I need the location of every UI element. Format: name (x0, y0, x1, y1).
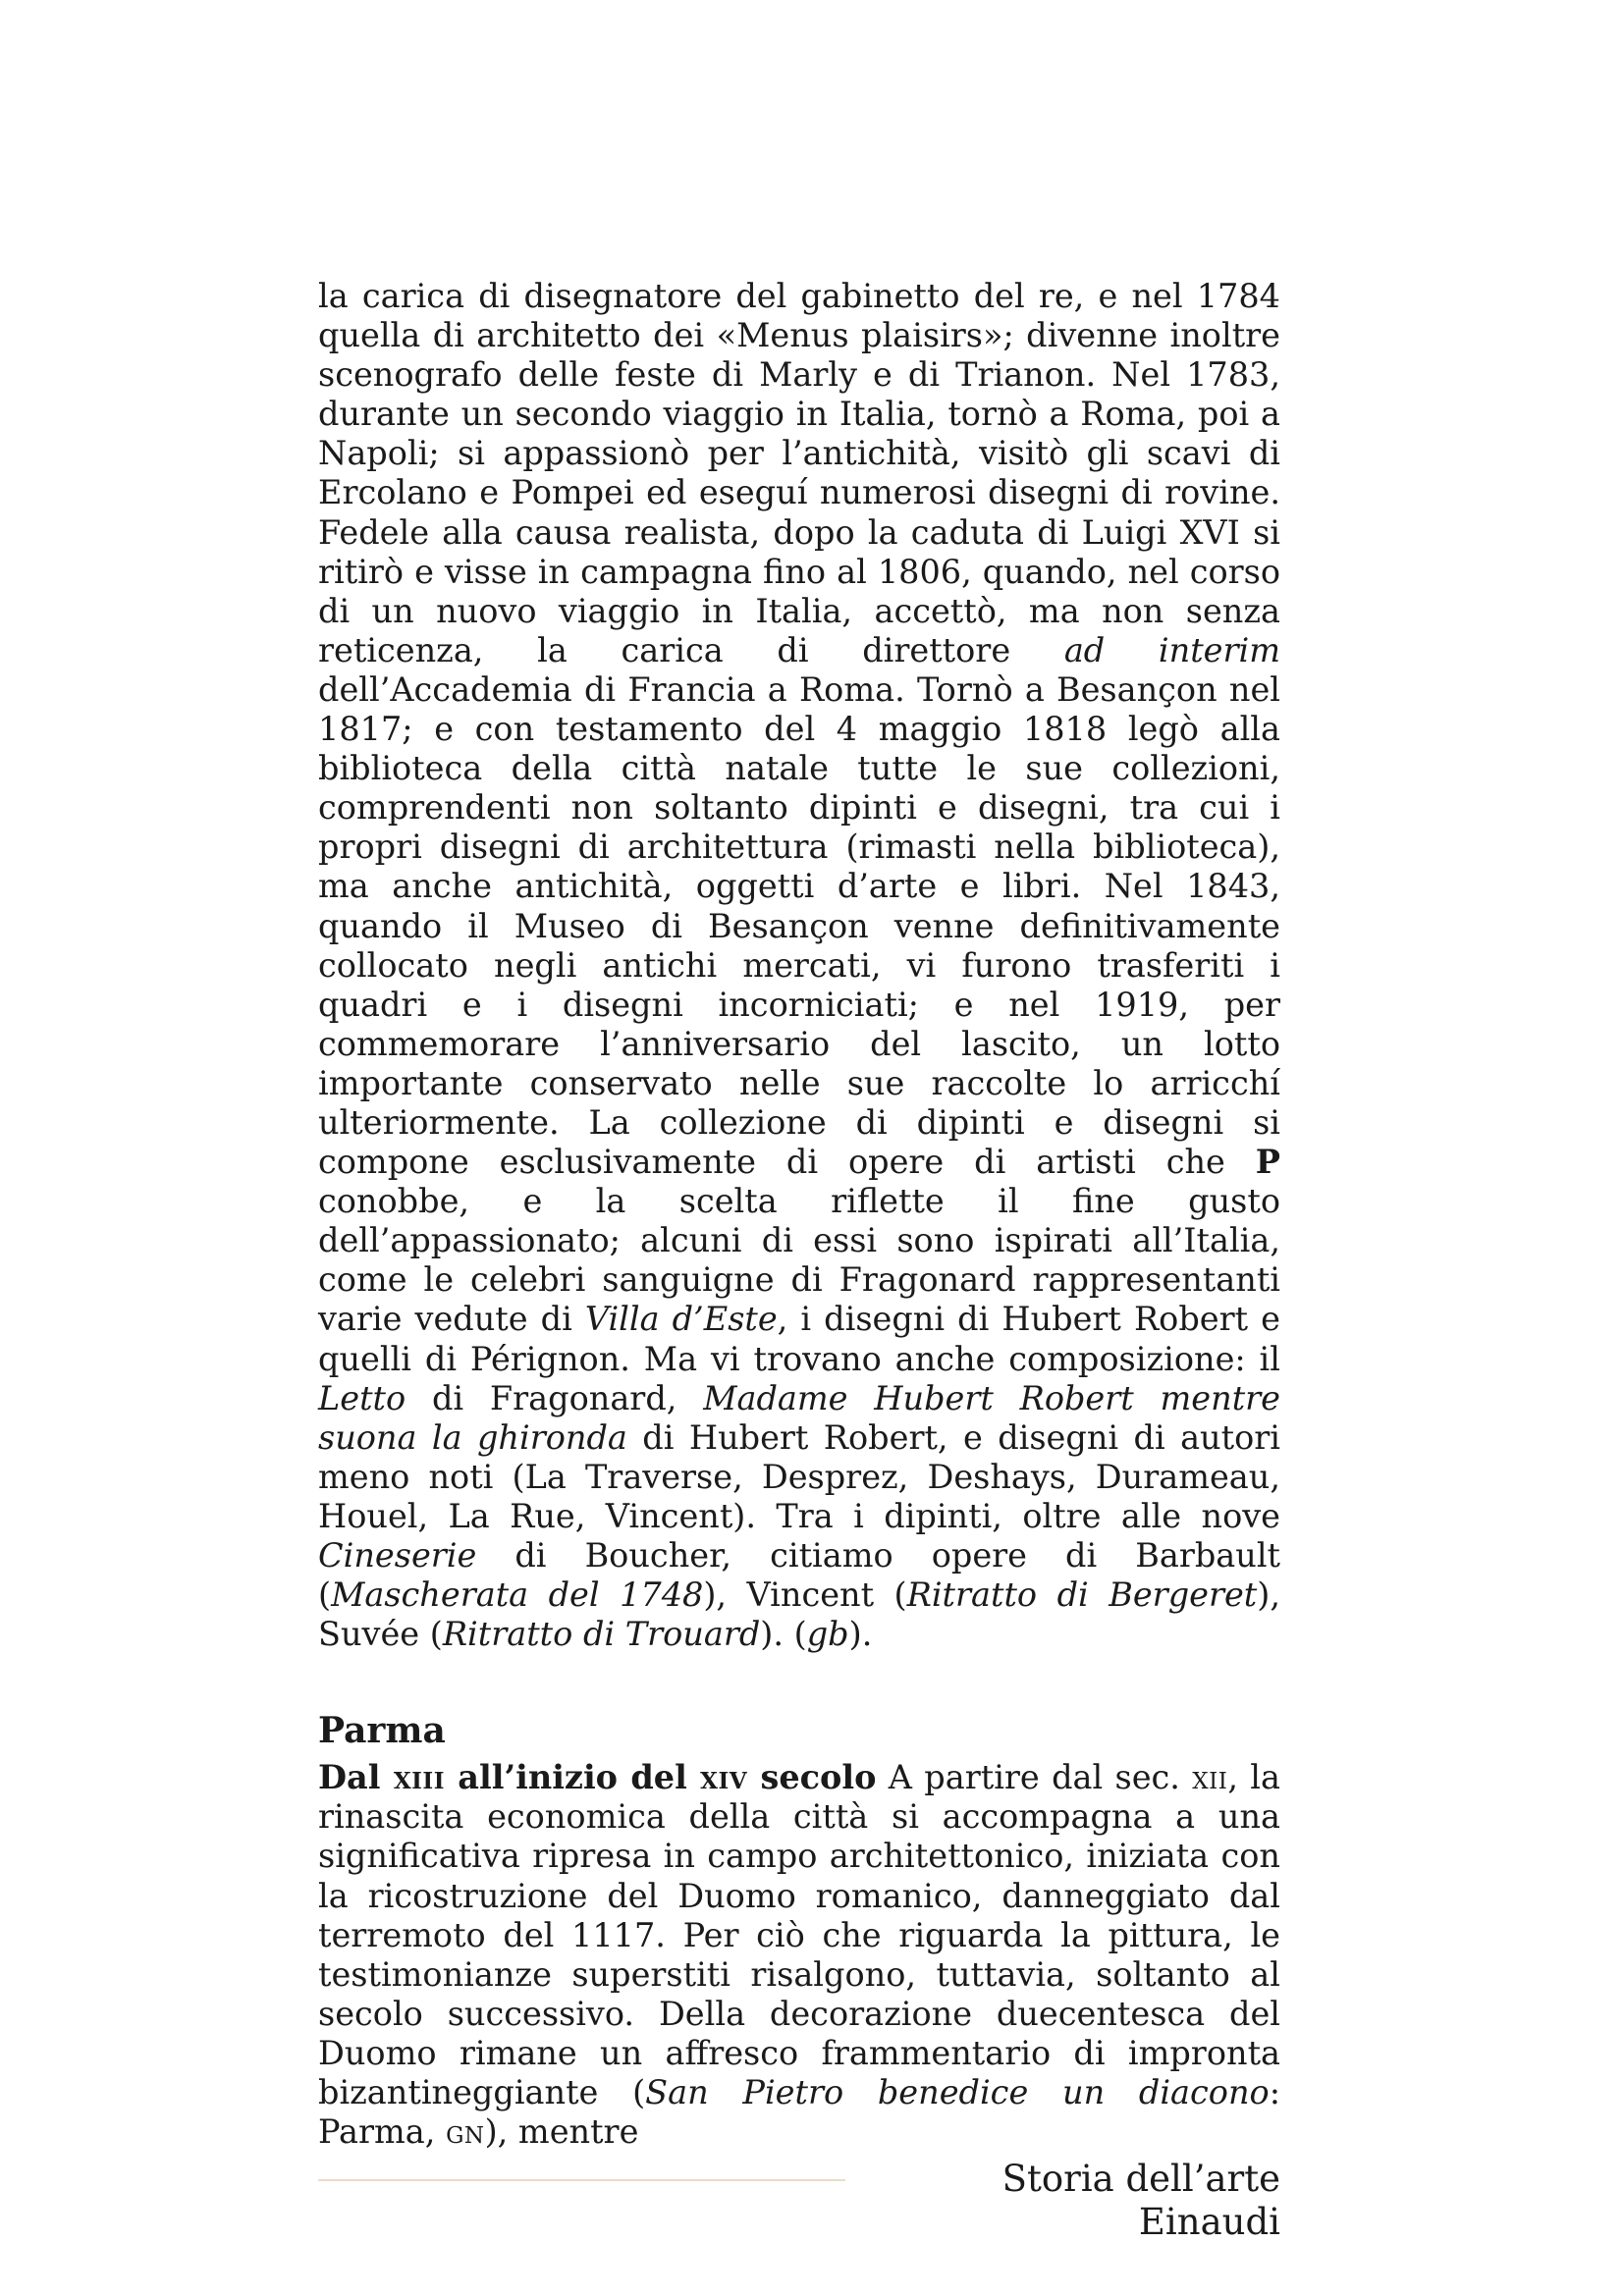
bold-run: P (1255, 1143, 1280, 1182)
text-run: ), mentre (484, 2112, 639, 2152)
italic-run: Letto (318, 1378, 406, 1417)
small-caps-run: xiv (700, 1758, 748, 1797)
section-heading: Parma (318, 1710, 446, 1752)
text-run: ). ( (760, 1615, 807, 1654)
italic-run: Ritratto di Bergeret (906, 1575, 1258, 1615)
italic-run: San Pietro benedice un diacono (645, 2073, 1270, 2112)
italic-run: Cineserie (318, 1536, 477, 1575)
footer-rule (318, 2179, 845, 2181)
text-run: di Hubert Robert, e disegni di autori meno noti (La Traverse, Desprez, Deshays, Durameau, Houel, La Rue, Vincent). Tra i dipinti, oltre alle nove (318, 1417, 1280, 1535)
small-caps-run: xii (1192, 1758, 1228, 1797)
text-run: dell’Accademia di Francia a Roma. Tornò a Besançon nel 1817; e con testamento del 4 maggio 1818 legò alla biblioteca della città natale tutte le sue collezioni, comprendenti non soltanto dipinti e disegni, tra cui i propri disegni di architettura (rimasti nella biblioteca), ma anche antichità, oggetti d’arte e libri. Nel 1843, quando il Museo di Besançon venne definitivamente collocato negli antichi mercati, vi furono trasferiti i quadri e i disegni incorniciati; e nel 1919, per commemorare l’anniversario del lascito, un lotto importante conservato nelle sue raccolte lo arricchí ulteriormente. La collezione di dipinti e disegni si compone esclusivamente di opere di artisti che (318, 669, 1280, 1182)
text-run: , i disegni di Hubert Robert e quelli di Pérignon. Ma vi trovano anche composizione: il (318, 1300, 1280, 1378)
italic-run: Villa d’Este (584, 1300, 778, 1339)
text-run: ), Vincent ( (703, 1575, 907, 1615)
italic-run: Ritratto di Trouard (442, 1615, 761, 1654)
text-run: A partire dal sec. (876, 1758, 1193, 1797)
paragraph-lead (318, 1758, 876, 1796)
text-run: di Fragonard, (406, 1378, 704, 1417)
text-run: ). (848, 1615, 873, 1654)
text-run: conobbe, e la scelta riflette il fine gusto dell’appassionato; alcuni di essi sono ispirati all’Italia, come le celebri sanguigne di Fragonard rappresentanti varie vedute di (318, 1182, 1280, 1339)
body-paragraph (318, 1758, 1280, 2152)
text-run: : Parma, (318, 2073, 1280, 2152)
text-run: , la rinascita economica della città si accompagna a una significativa ripresa in campo architettonico, iniziata con la ricostruzione del Duomo romanico, danneggiato dal terremoto del 1117. Per ciò che riguarda la pittura, le testimonianze superstiti risalgono, tuttavia, soltanto al secolo successivo. Della decorazione duecentesca del Duomo rimane un affresco frammentario di impronta bizantineggiante ( (318, 1758, 1280, 2112)
text-run: ), Suvée ( (318, 1575, 1280, 1654)
text-run: di Boucher, citiamo opere di Barbault ( (318, 1536, 1280, 1615)
text-run: Dal (318, 1758, 394, 1797)
italic-run: gb (806, 1615, 849, 1654)
text-column (318, 277, 1280, 2152)
text-run: all’inizio del (444, 1758, 701, 1797)
text-run: la carica di disegnatore del gabinetto del re, e nel 1784 quella di architetto dei «Menus plaisirs»; divenne inoltre scenografo delle feste di Marly e di Trianon. Nel 1783, durante un secondo viaggio in Italia, tornò a Roma, poi a Napoli; si appassionò per l’antichità, visitò gli scavi di Ercolano e Pompei ed eseguí numerosi disegni di rovine. Fedele alla causa realista, dopo la caduta di Luigi XVI si ritirò e visse in campagna fino al 1806, quando, nel corso di un nuovo viaggio in Italia, accettò, ma non senza reticenza, la carica di direttore (318, 277, 1280, 669)
small-caps-run: xiii (393, 1758, 445, 1797)
italic-run: Madame Hubert Robert mentre suona la ghironda (318, 1378, 1280, 1457)
footer-title: Storia dell’arte Einaudi (1001, 2158, 1280, 2243)
text-run: secolo (747, 1758, 877, 1797)
italic-run: ad interim (1063, 630, 1280, 669)
body-paragraph (318, 277, 1280, 1654)
small-caps-run: gn (446, 2112, 485, 2152)
italic-run: Mascherata del 1748 (331, 1575, 704, 1615)
